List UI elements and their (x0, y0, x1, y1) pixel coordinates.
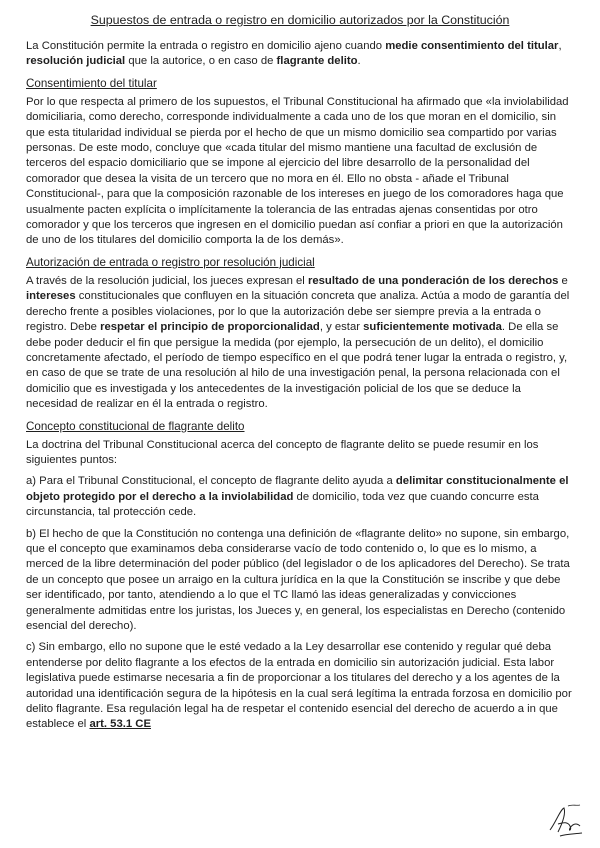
intro-text: , (558, 40, 562, 52)
intro-bold-consentimiento: medie consentimiento del titular (385, 40, 559, 52)
heading-consentimiento: Consentimiento del titular (26, 76, 157, 90)
intro-bold-flagrante: flagrante delito (276, 55, 358, 68)
page-title: Supuestos de entrada o registro en domicilio autorizados por la Constitución (90, 13, 510, 27)
paragraph-point-c (26, 640, 574, 732)
paragraph-resolucion-judicial (26, 274, 574, 413)
bold-run: delimitar constitucionalmente el objeto protegido por el derecho a la inviolabilidad (26, 475, 569, 503)
text-run: A través de la resolución judicial, los jueces expresan el (26, 274, 308, 287)
bold-run: intereses (26, 290, 76, 303)
paragraph-point-b: b) El hecho de que la Constitución no contenga una definición de «flagrante delito» no supone, sin embargo, que el concepto que examinamos deba considerarse vacío de todo contenido o, lo que es lo mismo, a merced de la libre determinación del poder público (del legislador o de los aplicadores del Derecho). Se trata de un concepto que posee un arraigo en la cultura jurídica en la que la Constitución se inscribe y que debe ser identificado, por tanto, atendiendo a lo que el TC llamó las ideas generalizadas y convicciones generalmente admitidas entre los juristas, los Jueces y, en general, los especialistas en Derecho (contenido esencial del derecho). (26, 527, 570, 632)
paragraph-consentimiento: Por lo que respecta al primero de los supuestos, el Tribunal Constitucional ha afirmado que «la inviolabilidad domiciliaria, como derecho, corresponde individualmente a cada uno de los que moran en el domicilio, sin que esta titularidad individual se pierda por el hecho de que un mismo domicilio sea compartido por varias personas. De este modo, concluye que «cada titular del mismo mantiene una facultad de exclusión de terceros del espacio domiciliario que se impone al ejercicio del libre desarrollo de la personalidad del comorador que desea la visita de un tercero que no mora en él. Ello no obsta - añade el Tribunal Constitucional-, para que la composición razonable de los intereses en juego de los comoradores haga que usualmente pacten explícita o implícitamente la tolerancia de las entradas ajenas consentidas por otro comorador y que los terceros que ingresen en el domicilio puedan así confiar a priori en que la autorización de uno de los titulares del domicilio comporta la de los demás». (26, 95, 569, 247)
intro-bold-resolucion: resolución judicial (26, 55, 126, 68)
intro-text: La Constitución permite la entrada o registro en domicilio ajeno cuando (26, 40, 386, 52)
text-run: e (558, 274, 568, 287)
bold-run: respetar el principio de proporcionalidad (100, 321, 320, 334)
bold-run: resultado de una ponderación de los derechos (307, 274, 559, 287)
text-run: c) Sin embargo, ello no supone que le esté vedado a la Ley desarrollar ese contenido y regular qué deba entenderse por delito flagrante a los efectos de la entrada en domicilio sin autorización judicial. Esta labor legislativa puede estimarse necesaria a fin de proporcionar a los titulares del derecho y a los agentes de la autoridad una identificación segura de la hipótesis en la cual será legítima la entrada forzosa en domicilio por delito flagrante. Esa regulación legal ha de respetar el contenido esencial del derecho de acuerdo a in que establece el (26, 641, 572, 731)
heading-resolucion-judicial: Autorización de entrada o registro por resolución judicial (26, 255, 315, 269)
bold-run: suficientemente motivada (363, 321, 502, 334)
text-run: a) Para el Tribunal Constitucional, el concepto de flagrante delito ayuda a (26, 475, 396, 488)
text-run: constitucionales que confluyen en la situación concreta que analiza. Actúa a modo de garantía del derecho frente a posibles violaciones, por lo que la autorización debe ser siempre previa a la entrada o registro. Debe (26, 290, 570, 334)
intro-text: . (357, 55, 361, 68)
paragraph-flagrante-lead: La doctrina del Tribunal Constitucional acerca del concepto de flagrante delito se puede resumir en los siguientes puntos: (26, 438, 539, 466)
intro-text: que la autorice, o en caso de (125, 55, 277, 68)
text-run: . De ella se debe poder deducir el fin que persigue la medida (por ejemplo, la persecución de un delito), el domicilio concretamente afectado, el período de tiempo específico en el que podrá tener lugar la entrada o registro, y, en caso de que se trate de una resolución al hilo de una investigación penal, la persona relacionada con el domicilio que es investigada y los antecedentes de la investigación policial de los que se deduce la necesidad de realizar en él la entrada o registro. (26, 321, 568, 411)
art-53-1-ce-link[interactable]: art. 53.1 CE (89, 718, 151, 731)
intro-paragraph (26, 39, 574, 70)
text-run: de domicilio, toda vez que cuando concurre esta circunstancia, tal protección cede. (26, 490, 539, 519)
heading-flagrante-delito: Concepto constitucional de flagrante delito (26, 419, 245, 433)
signature-icon (546, 800, 586, 840)
document-page (26, 12, 574, 739)
paragraph-point-a (26, 474, 574, 520)
text-run: , y estar (319, 321, 364, 334)
